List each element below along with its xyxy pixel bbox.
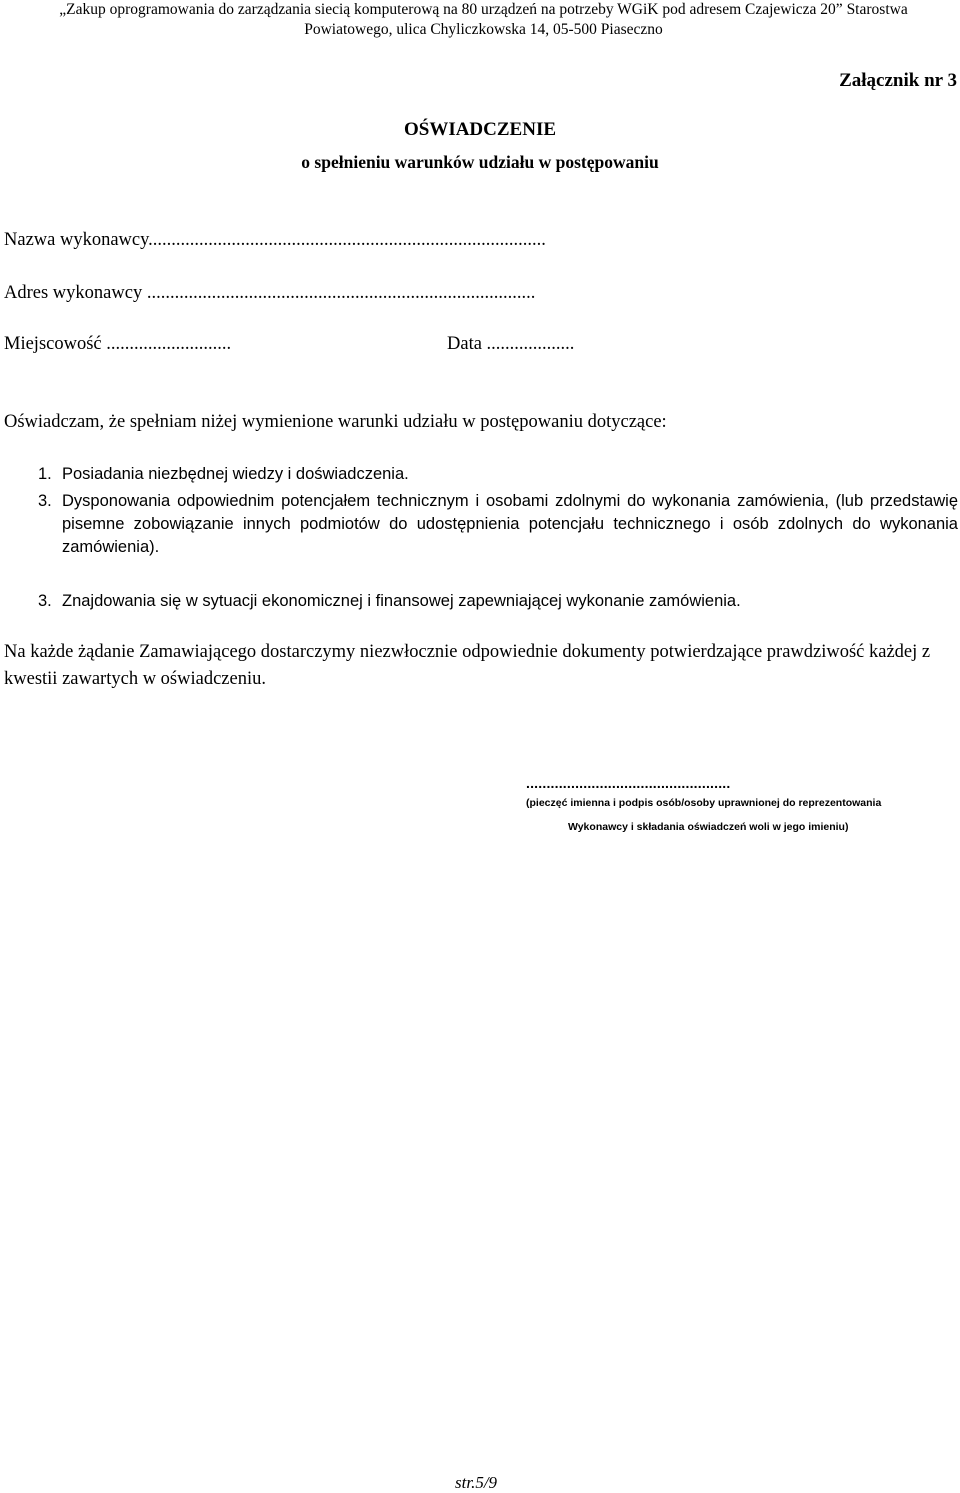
- condition-text: Znajdowania się w sytuacji ekonomicznej i finansowej zapewniającej wykonanie zamówienia.: [62, 592, 741, 610]
- contractor-name-field: Nazwa wykonawcy......................................................................................: [4, 230, 546, 250]
- contractor-address-field: Adres wykonawcy ....................................................................................: [4, 283, 536, 303]
- condition-item: [38, 590, 741, 613]
- document-subtitle: o spełnieniu warunków udziału w postępowaniu: [301, 152, 659, 172]
- header-line-2: Powiatowego, ulica Chyliczkowska 14, 05-500 Piaseczno: [304, 21, 663, 38]
- attachment-label: Załącznik nr 3: [839, 70, 957, 91]
- date-field: Data ...................: [447, 334, 575, 354]
- condition-number: 3.: [38, 492, 52, 510]
- document-header: [26, 0, 941, 40]
- condition-item: [38, 490, 958, 559]
- header-line-1: „Zakup oprogramowania do zarządzania siecią komputerową na 80 urządzeń na potrzeby WGiK pod adresem Czajewicza 20” Starostwa: [59, 1, 908, 18]
- signature-caption-line-2: Wykonawcy i składania oświadczeń woli w jego imieniu): [568, 821, 849, 833]
- condition-number: 1.: [38, 465, 52, 483]
- condition-text: Posiadania niezbędnej wiedzy i doświadczenia.: [62, 465, 409, 483]
- signature-line: ..................................................: [526, 775, 731, 791]
- condition-text: Dysponowania odpowiednim potencjałem technicznym i osobami zdolnymi do wykonania zamówienia, (lub przedstawię pisemne zobowiązanie innych podmiotów do udostępnienia potencjału technicznego i osób zdolnych do wykonania zamówienia).: [62, 492, 958, 556]
- declaration-intro: Oświadczam, że spełniam niżej wymienione warunki udziału w postępowaniu dotyczące:: [4, 412, 667, 432]
- place-field: Miejscowość ...........................: [4, 334, 232, 354]
- condition-number: 3.: [38, 592, 52, 610]
- page-number: str.5/9: [455, 1473, 498, 1492]
- document-title: OŚWIADCZENIE: [403, 119, 557, 140]
- signature-caption-line-1: (pieczęć imienna i podpis osób/osoby uprawnionej do reprezentowania: [526, 797, 882, 809]
- condition-item: [38, 463, 409, 486]
- closing-statement: Na każde żądanie Zamawiającego dostarczymy niezwłocznie odpowiednie dokumenty potwierdzające prawdziwość każdej z kwestii zawartych w oświadczeniu.: [4, 642, 931, 689]
